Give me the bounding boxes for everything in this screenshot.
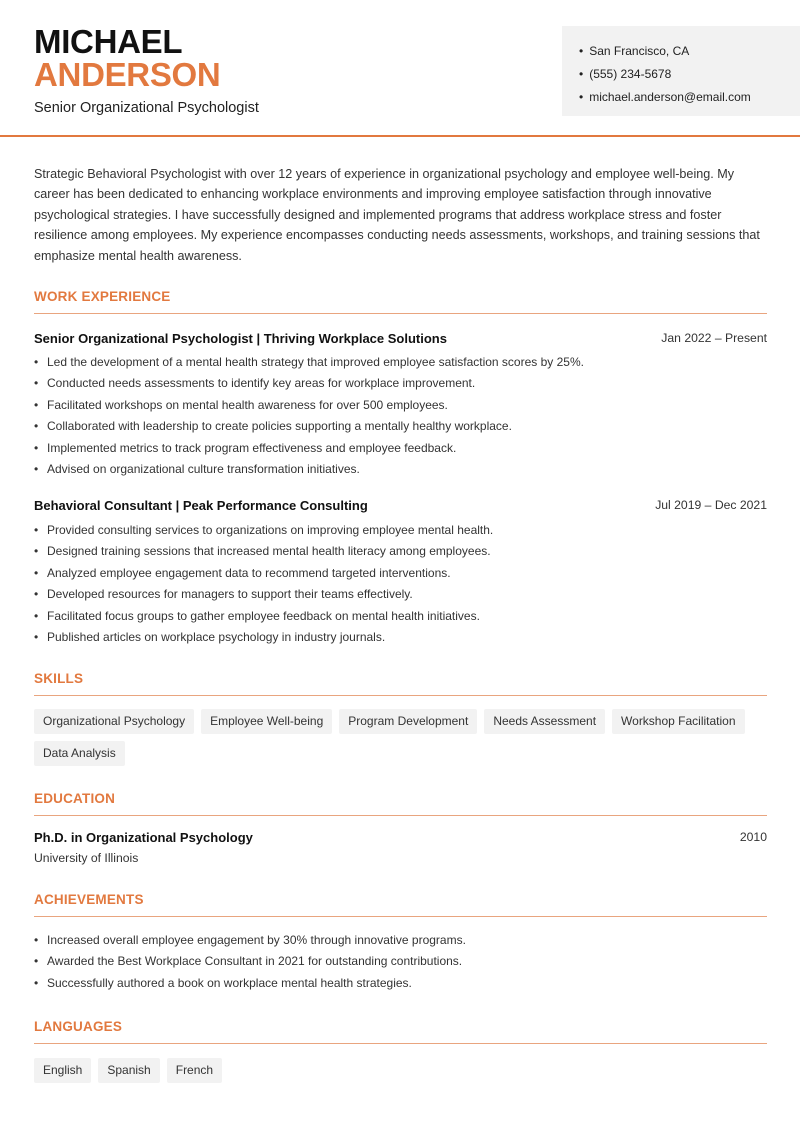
section-title-education: EDUCATION [34, 791, 767, 816]
skill-tag: Data Analysis [34, 741, 125, 766]
list-item: • Analyzed employee engagement data to recommend targeted interventions. [34, 563, 767, 584]
list-item: • Successfully authored a book on workplace mental health strategies. [34, 973, 767, 994]
section-title-achievements: ACHIEVEMENTS [34, 892, 767, 917]
job-entry-2 [34, 496, 767, 514]
bullet-icon: • [579, 66, 584, 81]
section-title-work: WORK EXPERIENCE [34, 289, 767, 314]
skill-tag: Employee Well-being [201, 709, 332, 734]
list-item: • Implemented metrics to track program effectiveness and employee feedback. [34, 438, 767, 459]
list-item: • Provided consulting services to organizations on improving employee mental health. [34, 520, 767, 541]
skills-list [34, 709, 774, 773]
contact-box [562, 26, 800, 116]
education-degree: Ph.D. in Organizational Psychology [34, 830, 253, 845]
last-name: ANDERSON [34, 56, 221, 93]
job-title-1: Senior Organizational Psychologist | Thriving Workplace Solutions [34, 330, 447, 346]
skill-tag: Program Development [339, 709, 477, 734]
email-text: michael.anderson@email.com [589, 89, 751, 104]
list-item: • Designed training sessions that increased mental health literacy among employees. [34, 541, 767, 562]
job-bullets-1 [34, 352, 767, 480]
education-year: 2010 [739, 830, 767, 844]
skill-tag: Organizational Psychology [34, 709, 194, 734]
skill-tag: Needs Assessment [484, 709, 605, 734]
languages-list [34, 1058, 774, 1090]
job-title-2: Behavioral Consultant | Peak Performance Consulting [34, 497, 368, 513]
bullet-icon: • [579, 43, 584, 58]
job-bullets-2 [34, 520, 767, 648]
list-item: • Conducted needs assessments to identify key areas for workplace improvement. [34, 373, 767, 394]
list-item: • Facilitated focus groups to gather employee feedback on mental health initiatives. [34, 606, 767, 627]
skill-tag: Workshop Facilitation [612, 709, 745, 734]
contact-location [579, 39, 800, 62]
summary-paragraph: Strategic Behavioral Psychologist with over 12 years of experience in organizational psychology and employee well-being. My career has been dedicated to enhancing workplace environments and improving employee satisfaction through innovative psychological strategies. I have successfully designed and implemented programs that address workplace stress and foster resilience among employees. My experience encompasses conducting needs assessments, workshops, and training sessions that emphasize mental health awareness. [34, 167, 760, 263]
list-item: • Led the development of a mental health strategy that improved employee satisfaction scores by 25%. [34, 352, 767, 373]
section-title-languages: LANGUAGES [34, 1019, 767, 1044]
bullet-icon: • [579, 89, 584, 104]
education-school: University of Illinois [34, 851, 139, 865]
contact-email [579, 85, 800, 108]
list-item: • Collaborated with leadership to create policies supporting a mentally healthy workplace. [34, 416, 767, 437]
location-text: San Francisco, CA [589, 43, 690, 58]
list-item: • Increased overall employee engagement by 30% through innovative programs. [34, 930, 767, 951]
job-entry-1 [34, 329, 767, 347]
job-dates-1: Jan 2022 – Present [661, 331, 767, 345]
list-item: • Awarded the Best Workplace Consultant in 2021 for outstanding contributions. [34, 951, 767, 972]
contact-phone [579, 62, 800, 85]
list-item: • Facilitated workshops on mental health awareness for over 500 employees. [34, 395, 767, 416]
language-tag: Spanish [98, 1058, 159, 1083]
language-tag: French [167, 1058, 222, 1083]
list-item: • Published articles on workplace psychology in industry journals. [34, 627, 767, 648]
resume-header [0, 0, 800, 137]
list-item: • Advised on organizational culture transformation initiatives. [34, 459, 767, 480]
job-title: Senior Organizational Psychologist [34, 100, 259, 116]
list-item: • Developed resources for managers to support their teams effectively. [34, 584, 767, 605]
phone-text: (555) 234-5678 [589, 66, 672, 81]
first-name: MICHAEL [34, 23, 183, 60]
achievements-list [34, 930, 767, 994]
job-dates-2: Jul 2019 – Dec 2021 [655, 498, 767, 512]
language-tag: English [34, 1058, 91, 1083]
section-title-skills: SKILLS [34, 671, 767, 696]
